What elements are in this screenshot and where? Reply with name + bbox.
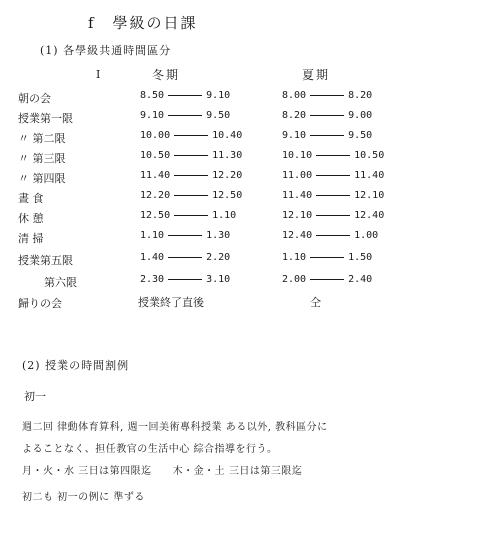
range-dash bbox=[316, 175, 350, 176]
winter-end: 10.40 bbox=[212, 130, 243, 141]
summer-end: 12.40 bbox=[354, 210, 385, 221]
range-dash bbox=[316, 235, 350, 236]
range-dash bbox=[174, 135, 208, 136]
summer-start: 12.40 bbox=[282, 230, 313, 241]
winter-start: 11.40 bbox=[140, 170, 171, 181]
range-dash bbox=[310, 95, 344, 96]
range-dash bbox=[168, 279, 202, 280]
winter-end: 12.50 bbox=[212, 190, 243, 201]
row-label: 〃 第四限 bbox=[18, 172, 66, 185]
winter-start: 2.30 bbox=[140, 274, 165, 285]
row-label: 朝の会 bbox=[18, 92, 51, 105]
summer-end: 9.00 bbox=[348, 110, 373, 121]
range-dash bbox=[310, 279, 344, 280]
summer-time-range bbox=[282, 130, 372, 141]
summer-start: 8.20 bbox=[282, 110, 307, 121]
row-label: 〃 第二限 bbox=[18, 132, 66, 145]
winter-time-range bbox=[140, 190, 242, 201]
winter-start: 1.40 bbox=[140, 252, 165, 263]
row-label: 晝 食 bbox=[18, 192, 44, 205]
winter-time-range bbox=[140, 130, 242, 141]
winter-start: 10.50 bbox=[140, 150, 171, 161]
range-dash bbox=[168, 95, 202, 96]
page-title: f 學級の日課 bbox=[88, 14, 198, 32]
summer-end: 12.10 bbox=[354, 190, 385, 201]
body-line-3: 月・火・水 三日は第四限迄 木・金・土 三日は第三限迄 bbox=[22, 466, 303, 477]
winter-time-range bbox=[140, 252, 230, 263]
summer-time-range bbox=[282, 190, 384, 201]
summer-start: 11.00 bbox=[282, 170, 313, 181]
winter-start: 1.10 bbox=[140, 230, 165, 241]
row-label: 授業第五限 bbox=[18, 254, 73, 267]
winter-time-range bbox=[140, 230, 230, 241]
winter-end: 11.30 bbox=[212, 150, 243, 161]
summer-start: 11.40 bbox=[282, 190, 313, 201]
summer-time-range bbox=[282, 150, 384, 161]
winter-column-header: 冬期 bbox=[152, 68, 181, 82]
range-dash bbox=[316, 215, 350, 216]
summer-end: 1.00 bbox=[354, 230, 379, 241]
row-label: 〃 第三限 bbox=[18, 152, 66, 165]
summer-end: 11.40 bbox=[354, 170, 385, 181]
summer-time-range bbox=[282, 252, 372, 263]
winter-end: 12.20 bbox=[212, 170, 243, 181]
summer-start: 2.00 bbox=[282, 274, 307, 285]
range-dash bbox=[174, 155, 208, 156]
summer-time-range bbox=[282, 170, 384, 181]
body-line-1: 週二回 律動体育算科, 週一回美術專科授業 ある以外, 教科區分に bbox=[22, 422, 328, 433]
row-label: 清 掃 bbox=[18, 232, 44, 245]
winter-end: 2.20 bbox=[206, 252, 231, 263]
winter-end: 1.30 bbox=[206, 230, 231, 241]
row-label: 第六限 bbox=[44, 276, 77, 289]
row-label: 休 憩 bbox=[18, 212, 44, 225]
body-line-2: よることなく、担任教官の生活中心 綜合指導を行う。 bbox=[22, 444, 278, 455]
summer-time-range bbox=[282, 274, 372, 285]
summer-end: 2.40 bbox=[348, 274, 373, 285]
last-row-label: 歸りの会 bbox=[18, 297, 62, 310]
range-dash bbox=[310, 257, 344, 258]
summer-time-range bbox=[282, 110, 372, 121]
range-dash bbox=[316, 155, 350, 156]
winter-time-range bbox=[140, 90, 230, 101]
summer-end: 10.50 bbox=[354, 150, 385, 161]
winter-time-range bbox=[140, 274, 230, 285]
range-dash bbox=[310, 115, 344, 116]
winter-time-range bbox=[140, 150, 242, 161]
section-1-heading: (1) 各學級共通時間區分 bbox=[40, 44, 172, 57]
winter-start: 9.10 bbox=[140, 110, 165, 121]
range-dash bbox=[310, 135, 344, 136]
range-dash bbox=[174, 195, 208, 196]
column-mark: I bbox=[96, 68, 101, 81]
body-line-4: 初二も 初一の例に 準ずる bbox=[22, 492, 145, 503]
range-dash bbox=[174, 175, 208, 176]
summer-start: 10.10 bbox=[282, 150, 313, 161]
range-dash bbox=[316, 195, 350, 196]
summer-start: 9.10 bbox=[282, 130, 307, 141]
winter-time-range bbox=[140, 210, 236, 221]
range-dash bbox=[168, 257, 202, 258]
winter-end: 9.10 bbox=[206, 90, 231, 101]
summer-end: 1.50 bbox=[348, 252, 373, 263]
summer-start: 1.10 bbox=[282, 252, 307, 263]
summer-start: 12.10 bbox=[282, 210, 313, 221]
winter-end: 3.10 bbox=[206, 274, 231, 285]
last-row-summer: 仝 bbox=[310, 296, 321, 309]
summer-end: 8.20 bbox=[348, 90, 373, 101]
summer-start: 8.00 bbox=[282, 90, 307, 101]
winter-end: 1.10 bbox=[212, 210, 237, 221]
summer-time-range bbox=[282, 230, 378, 241]
summer-time-range bbox=[282, 90, 372, 101]
section-2-subheading: 初一 bbox=[24, 390, 46, 403]
last-row-winter: 授業終了直後 bbox=[138, 296, 204, 309]
winter-start: 12.20 bbox=[140, 190, 171, 201]
summer-end: 9.50 bbox=[348, 130, 373, 141]
winter-time-range bbox=[140, 110, 230, 121]
range-dash bbox=[174, 215, 208, 216]
winter-start: 10.00 bbox=[140, 130, 171, 141]
summer-time-range bbox=[282, 210, 384, 221]
winter-start: 8.50 bbox=[140, 90, 165, 101]
range-dash bbox=[168, 115, 202, 116]
section-2-heading: (2) 授業の時間割例 bbox=[22, 359, 130, 372]
range-dash bbox=[168, 235, 202, 236]
row-label: 授業第一限 bbox=[18, 112, 73, 125]
summer-column-header: 夏期 bbox=[302, 68, 331, 82]
winter-time-range bbox=[140, 170, 242, 181]
winter-start: 12.50 bbox=[140, 210, 171, 221]
winter-end: 9.50 bbox=[206, 110, 231, 121]
